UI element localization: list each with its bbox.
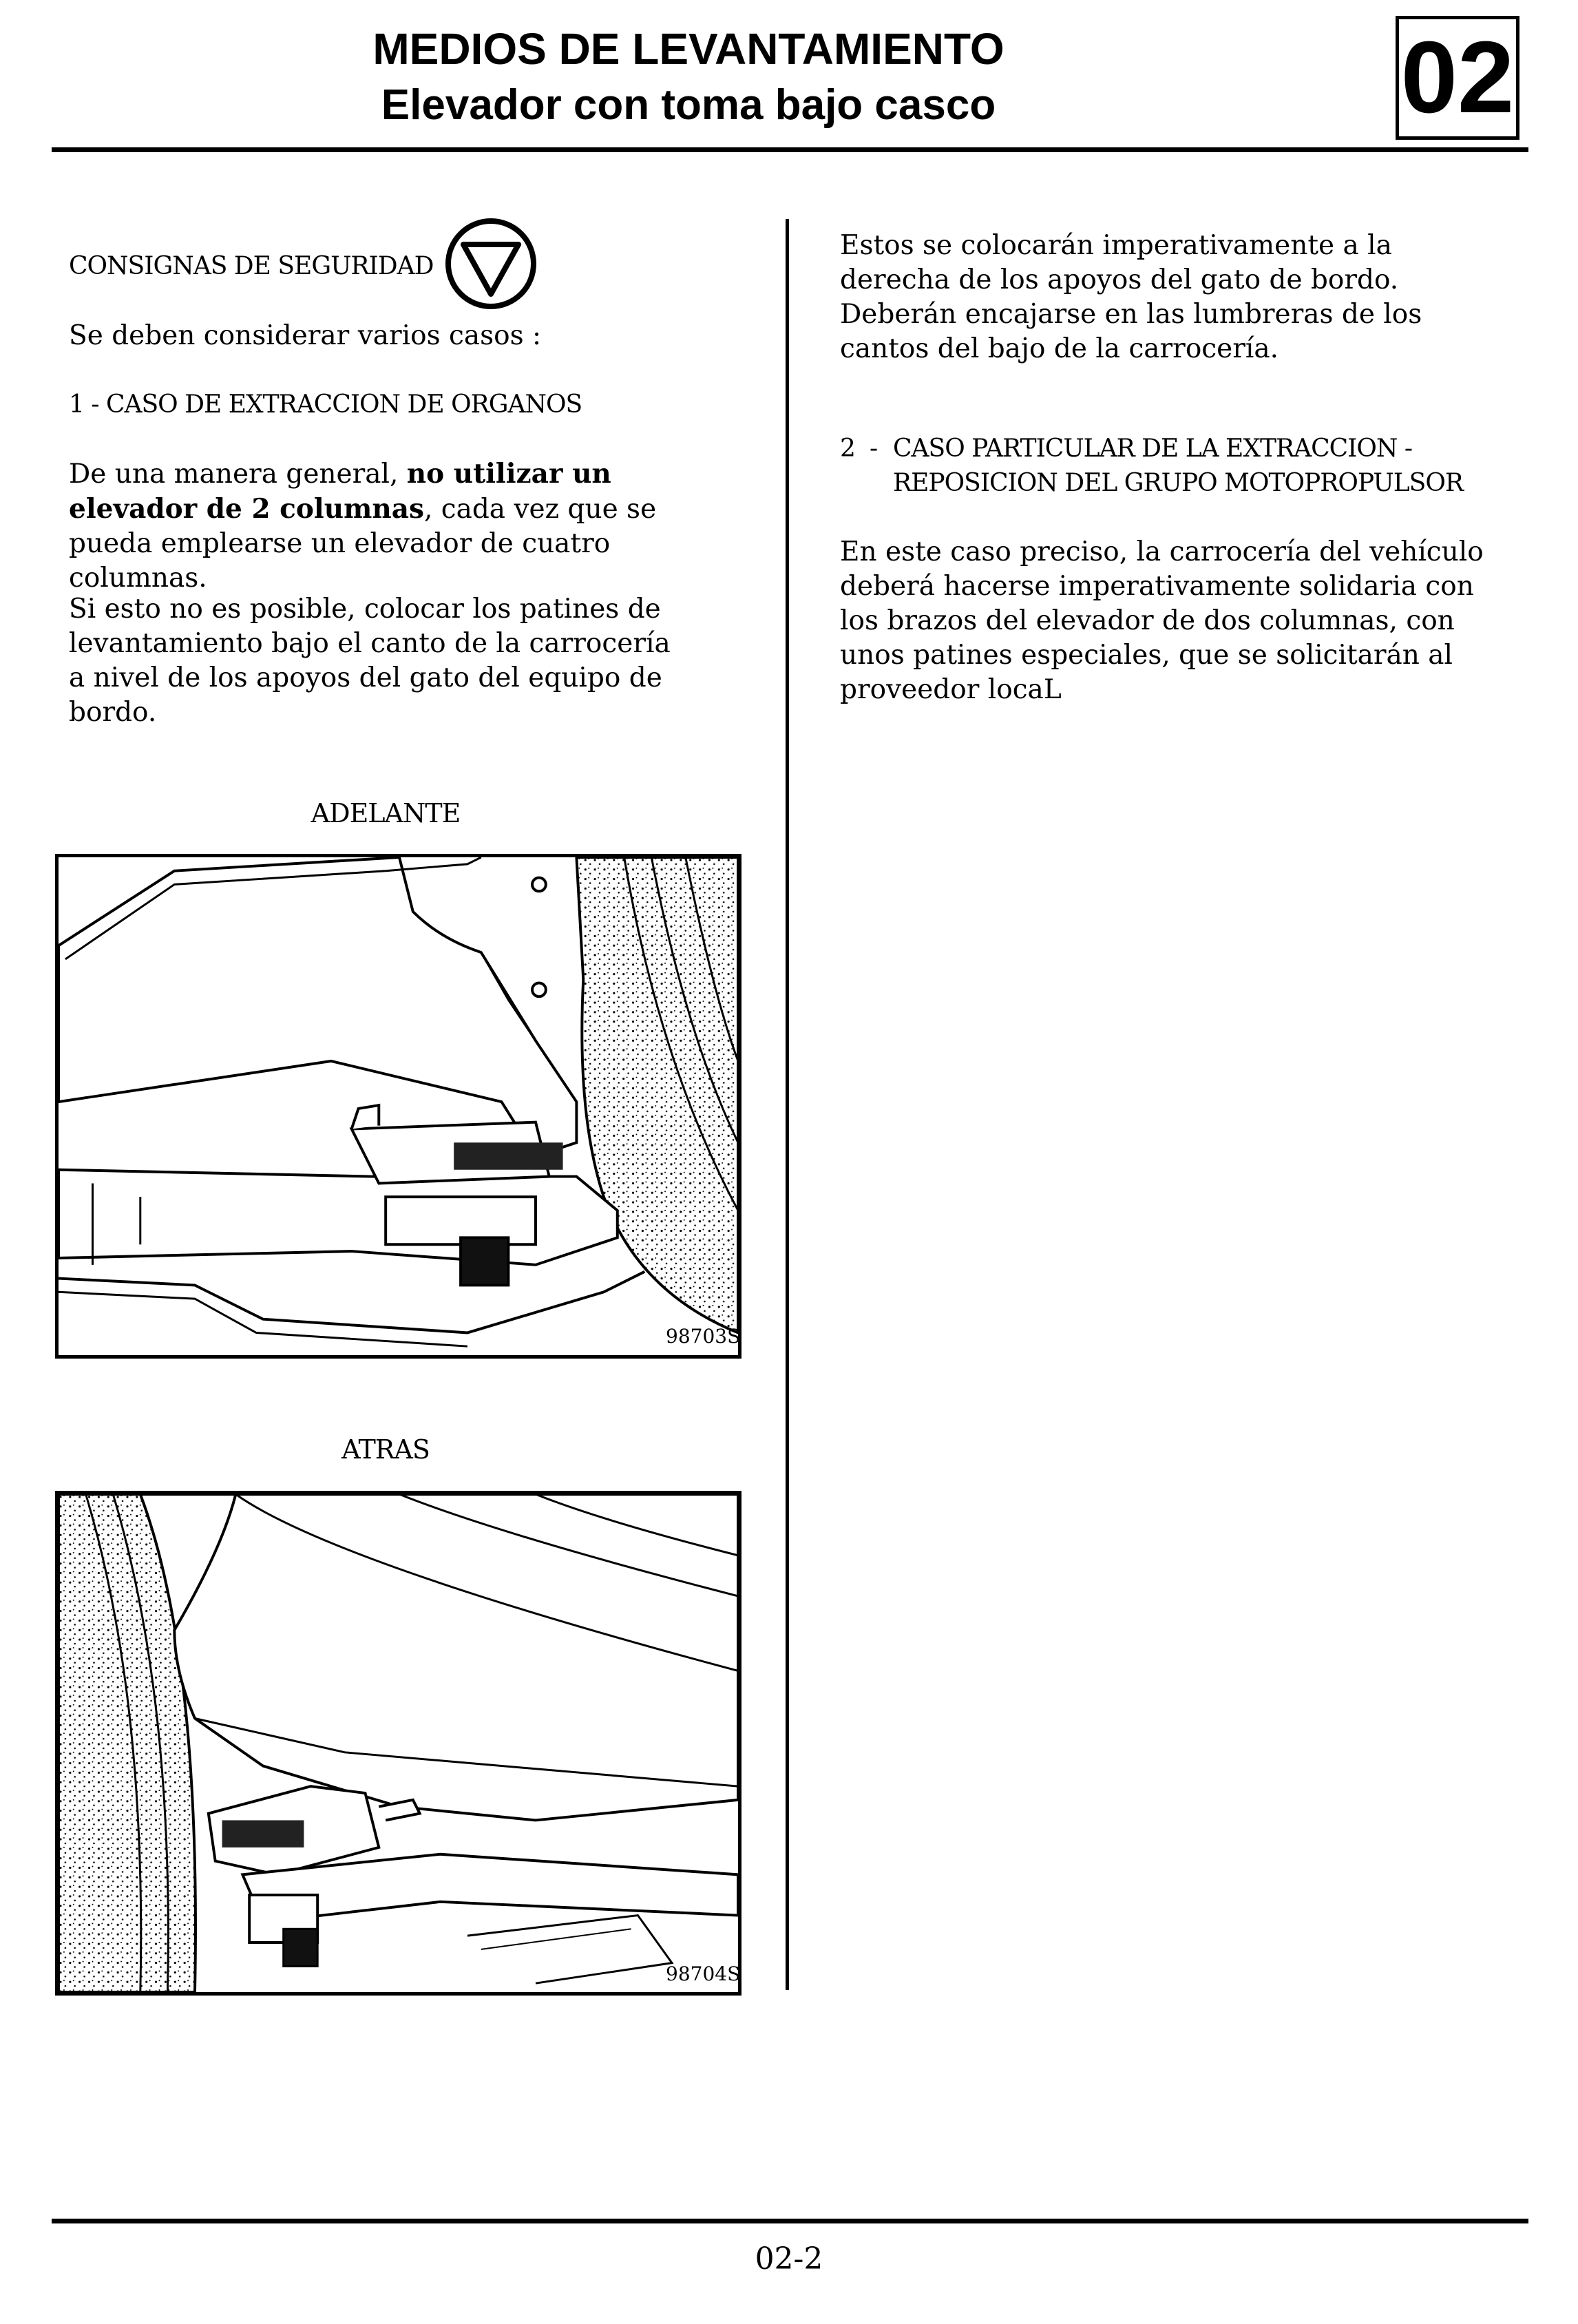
paragraph-1 — [69, 457, 688, 596]
right-paragraph-2: En este caso preciso, la carrocería del vehículo deberá hacerse imperativamente solidaria con los brazos del elevador de dos columnas, con unos patines especiales, que se solicitarán al proveedor locaL — [840, 536, 1484, 705]
figure-rear-ref: 98704S — [666, 1962, 741, 1985]
footer-rule — [52, 2219, 1528, 2223]
figure-front-title: ADELANTE — [311, 798, 461, 828]
right-paragraph-1: Estos se colocarán imperativamente a la derecha de los apoyos del gato de bordo. Deberán encajarse en las lumbreras de los cantos del bajo de la carrocería. — [840, 230, 1422, 364]
paragraph-2: Si esto no es posible, colocar los patines de levantamiento bajo el canto de la carrocería a nivel de los apoyos del gato del equipo de bordo. — [69, 594, 671, 728]
front-lift-illustration — [59, 857, 741, 1355]
page-title — [0, 21, 1377, 134]
page-number: 02-2 — [755, 2241, 823, 2276]
figure-rear-lift-pad — [55, 1491, 741, 1996]
case2-heading-line-1: CASO PARTICULAR DE LA EXTRACCION - — [893, 435, 1413, 463]
stop-sign-icon — [444, 217, 538, 311]
figure-front-lift-pad — [55, 854, 741, 1359]
intro-text: Se deben considerar varios casos : — [69, 320, 542, 351]
header-rule — [52, 147, 1528, 152]
figure-front-ref: 98703S — [666, 1325, 741, 1348]
case2-dash: - — [870, 435, 878, 463]
figure-rear-title: ATRAS — [341, 1434, 430, 1465]
case1-heading: 1 - CASO DE EXTRACCION DE ORGANOS — [69, 390, 582, 419]
rear-lift-illustration — [59, 1494, 741, 1992]
paragraph-1-bold: no utilizar un elevador de 2 columnas — [69, 458, 611, 525]
paragraph-1-end: , cada vez que se pueda emplearse un elevador de cuatro columnas. — [69, 494, 657, 594]
title-line-2: Elevador con toma bajo casco — [381, 81, 996, 129]
column-divider — [786, 219, 789, 1990]
title-line-1: MEDIOS DE LEVANTAMIENTO — [372, 24, 1004, 74]
paragraph-1-start: De una manera general, — [69, 459, 407, 490]
case2-number: 2 — [840, 435, 855, 463]
case2-heading-line-2: REPOSICION DEL GRUPO MOTOPROPULSOR — [893, 469, 1463, 497]
chapter-number-box: 02 — [1396, 16, 1519, 140]
safety-heading: CONSIGNAS DE SEGURIDAD — [69, 252, 434, 280]
